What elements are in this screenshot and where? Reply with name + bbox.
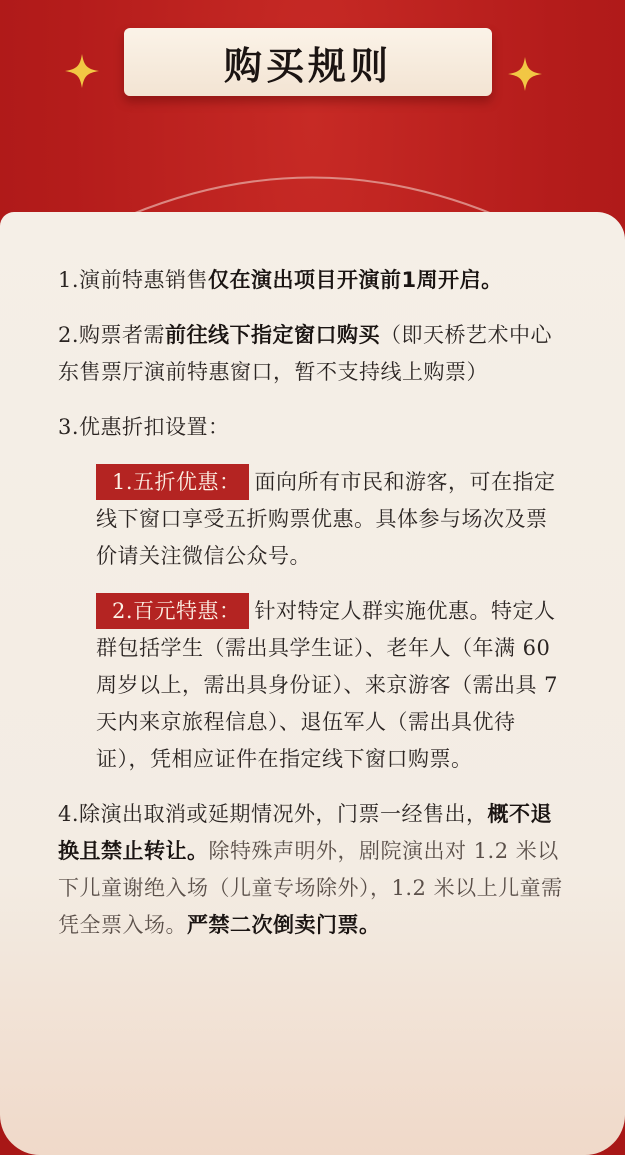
rule-3-2: 2.百元特惠： 针对特定人群实施优惠。特定人群包括学生（需出具学生证）、老年人（年满 60 周岁以上，需出具身份证）、来京游客（需出具 7 天内来京旅程信息）、退伍军人（需出具优待证），凭相应证件在指定线下窗口购票。 xyxy=(58,593,568,778)
rules-list xyxy=(58,262,568,962)
rules-card xyxy=(0,212,625,1155)
rule-1: 1.演前特惠销售仅在演出项目开演前1周开启。 xyxy=(58,268,503,292)
title-banner xyxy=(124,28,492,96)
sparkle-icon xyxy=(508,57,542,91)
discount-tag: 1.五折优惠： xyxy=(96,464,249,500)
rule-3-1: 1.五折优惠： 面向所有市民和游客，可在指定线下窗口享受五折购票优惠。具体参与场次及票价请关注微信公众号。 xyxy=(58,464,568,575)
discount-tag: 2.百元特惠： xyxy=(96,593,249,629)
rule-4: 4.除演出取消或延期情况外，门票一经售出，概不退换且禁止转让。除特殊声明外，剧院演出对 1.2 米以下儿童谢绝入场（儿童专场除外），1.2 米以上儿童需凭全票入场。严禁二次倒卖门票。 xyxy=(58,802,563,937)
page-title: 购买规则 xyxy=(223,43,392,88)
sparkle-icon xyxy=(65,54,99,88)
rule-3: 3.优惠折扣设置： xyxy=(58,415,230,439)
rule-2: 2.购票者需前往线下指定窗口购买（即天桥艺术中心东售票厅演前特惠窗口，暂不支持线上购票） xyxy=(58,323,553,384)
